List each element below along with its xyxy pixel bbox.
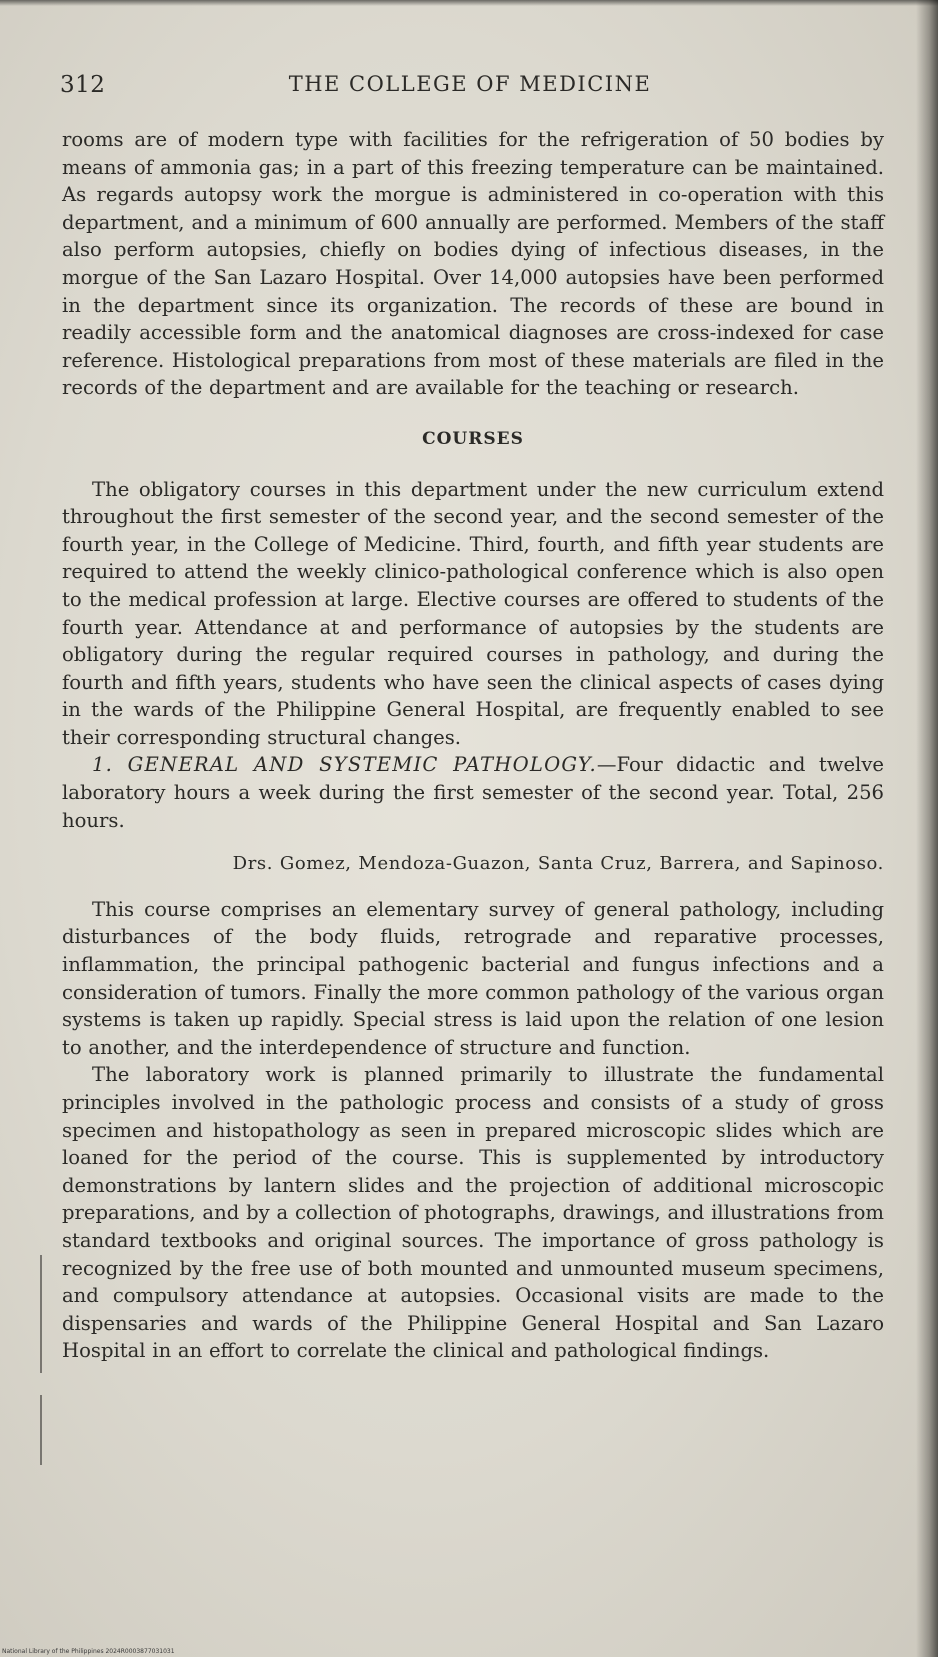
courses-paragraph: The obligatory courses in this department under the new curriculum extend throughout the first semester of the second year, and the second semester of the fourth year, in the College of Medicine. Third, fourth, and fifth year students are required to attend the weekly clinico-pathological conference which is also open to the medical profession at large. Elective courses are offered to students of the fourth year. Attendance at and performance of autopsies by the students are obligatory during the regular required courses in pathology, and during the fourth and fifth years, students who have seen the clinical aspects of cases dying in the wards of the Philippine General Hospital, are frequently enabled to see their corresponding structural changes. bbox=[62, 477, 884, 749]
margin-pencil-mark bbox=[40, 1395, 42, 1465]
intro-paragraph: rooms are of modern type with facilities for the refrigeration of 50 bodies by means of ammonia gas; in a part of this freezing temperature can be maintained. As regards autopsy work the morgue is administered in co-operation with this department, and a minimum of 600 annually are performed. Members of the staff also perform autopsies, chiefly on bodies dying of infectious diseases, in the morgue of the San Lazaro Hospital. Over 14,000 autopsies have been performed in the department since its organization. The records of these are bound in readily accessible form and the anatomical diagnoses are cross-indexed for case reference. Histological preparations from most of these materials are filed in the records of the department and are available for the teaching or research. bbox=[62, 128, 884, 400]
page-body bbox=[62, 126, 884, 1365]
course-1-instructors: Drs. Gomez, Mendoza-Guazon, Santa Cruz, Barrera, and Sapinoso. bbox=[232, 853, 884, 875]
running-title: THE COLLEGE OF MEDICINE bbox=[288, 72, 652, 96]
laboratory-work-paragraph: The laboratory work is planned primarily to illustrate the fundamental principles involved in the pathologic process and consists of a study of gross specimen and histopathology as seen in prepared microscopic slides which are loaned for the period of the course. This is supplemented by introductory demonstrations by lantern slides and the projection of additional microscopic preparations, and by a collection of photographs, drawings, and illustrations from standard textbooks and original sources. The importance of gross pathology is recognized by the free use of both mounted and unmounted museum specimens, and compulsory attendance at autopsies. Occasional visits are made to the dispensaries and wards of the Philippine General Hospital and San Lazaro Hospital in an effort to correlate the clinical and pathological findings. bbox=[62, 1063, 884, 1363]
course-1-title: 1. GENERAL AND SYSTEMIC PATHOLOGY. bbox=[92, 753, 597, 777]
page-top-shadow bbox=[0, 0, 938, 6]
course-1-description: This course comprises an elementary survey of general pathology, including disturbances of the body fluids, retrograde and reparative processes, inflammation, the principal pathogenic bacterial and fungus infections and a consideration of tumors. Finally the more common pathology of the various organ systems is taken up rapidly. Special stress is laid upon the relation of one lesion to another, and the interdependence of structure and function. bbox=[62, 897, 884, 1059]
courses-heading: COURSES bbox=[422, 428, 524, 449]
running-head bbox=[60, 72, 880, 112]
library-stamp: National Library of the Philippines 2024R0003877031031 bbox=[2, 1648, 175, 1655]
margin-pencil-mark bbox=[40, 1255, 42, 1373]
page-binding-shadow bbox=[916, 0, 938, 1657]
course-1-hours: —Four didactic and twelve laboratory hours a week during the first semester of the second year. Total, 256 hours. bbox=[62, 753, 884, 832]
page-number: 312 bbox=[60, 72, 106, 98]
course-1-paragraph bbox=[62, 751, 884, 834]
